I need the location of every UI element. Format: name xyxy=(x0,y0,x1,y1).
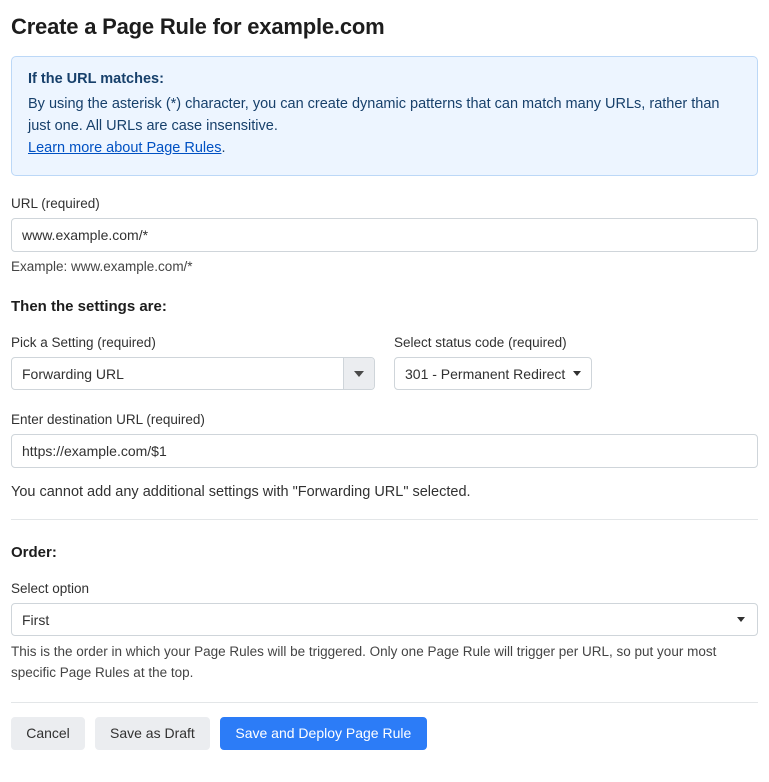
page-title: Create a Page Rule for example.com xyxy=(11,14,385,39)
divider xyxy=(11,519,758,520)
status-code-label: Select status code (required) xyxy=(394,335,567,351)
info-callout-body xyxy=(28,94,741,159)
status-code-select[interactable] xyxy=(394,357,592,390)
status-code-value: 301 - Permanent Redirect xyxy=(405,365,566,382)
order-helper-text: This is the order in which your Page Rules will be triggered. Only one Page Rule will trigger per URL, so put your most specific Page Rules at the top. xyxy=(11,644,717,680)
order-select[interactable] xyxy=(11,603,758,636)
info-callout xyxy=(11,56,758,176)
order-select-label: Select option xyxy=(11,581,90,597)
cancel-button[interactable]: Cancel xyxy=(11,717,85,750)
pick-setting-select[interactable] xyxy=(11,357,375,390)
save-and-deploy-button[interactable]: Save and Deploy Page Rule xyxy=(220,717,427,750)
info-callout-text: By using the asterisk (*) character, you can create dynamic patterns that can match many URLs, rather than just one. All URLs are case insensitive. xyxy=(28,96,720,134)
destination-url-input[interactable] xyxy=(11,434,758,468)
chevron-down-icon xyxy=(737,617,745,622)
pick-setting-label: Pick a Setting (required) xyxy=(11,335,156,351)
destination-url-label: Enter destination URL (required) xyxy=(11,412,205,428)
pick-setting-value: Forwarding URL xyxy=(22,365,124,382)
learn-more-link[interactable]: Learn more about Page Rules xyxy=(28,139,222,156)
pick-setting-dropdown-button[interactable] xyxy=(343,358,374,389)
settings-row xyxy=(11,315,758,390)
divider-bottom xyxy=(11,702,758,703)
order-heading: Order: xyxy=(11,544,57,562)
chevron-down-icon xyxy=(573,371,581,376)
pick-setting-select-wrap xyxy=(11,357,375,390)
status-code-group xyxy=(394,315,594,390)
pick-setting-group xyxy=(11,315,394,390)
settings-note: You cannot add any additional settings with "Forwarding URL" selected. xyxy=(11,484,471,501)
url-field-label: URL (required) xyxy=(11,196,100,212)
info-callout-title: If the URL matches: xyxy=(28,71,164,87)
save-as-draft-button[interactable]: Save as Draft xyxy=(95,717,210,750)
chevron-down-icon xyxy=(354,371,364,377)
settings-heading: Then the settings are: xyxy=(11,298,167,316)
info-link-suffix: . xyxy=(221,139,226,156)
url-helper-text: Example: www.example.com/* xyxy=(11,259,193,275)
url-input[interactable] xyxy=(11,218,758,252)
action-button-row xyxy=(11,717,758,750)
order-select-value: First xyxy=(22,611,50,628)
